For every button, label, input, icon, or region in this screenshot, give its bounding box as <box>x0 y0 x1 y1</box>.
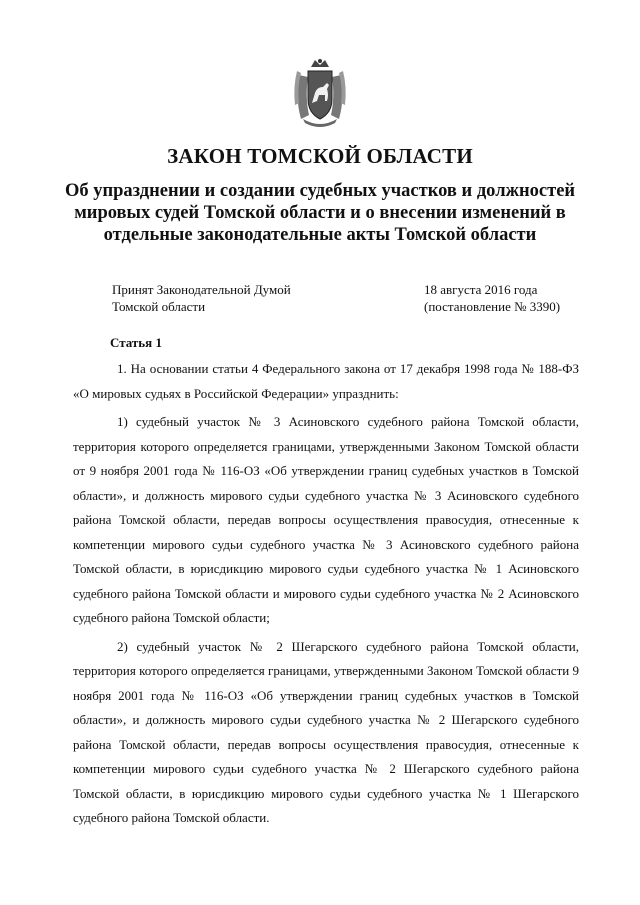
law-title: ЗАКОН ТОМСКОЙ ОБЛАСТИ <box>167 144 473 168</box>
paragraph: 2) судебный участок № 2 Шегарского судебного района Томской области, территория которого определяется границами, утвержденными Законом Томской области 9 ноября 2001 года № 116-ОЗ «Об утверждении границ судебных участков в Томской области», и должность мирового судьи судебного участка № 2 Шегарского судебного района Томской области, передав вопросы осуществления правосудия, отнесенные к компетенции мирового судьи судебного участка № 2 Шегарского судебного района Томской области, в юрисдикцию мирового судьи судебного участка № 1 Шегарского судебного района Томской области. <box>73 638 579 825</box>
article-body <box>73 357 579 831</box>
adopted-by-line: Принят Законодательной Думой <box>112 282 291 297</box>
law-subject: Об упразднении и создании судебных участков и должностей мировых судей Томской области и о внесении изменений в отдельные законодательные акты Томской области <box>64 181 576 245</box>
adopted-by <box>112 281 291 315</box>
paragraph: 1. На основании статьи 4 Федерального закона от 17 декабря 1998 года № 188-ФЗ «О мировых судьях в Российской Федерации» упразднить: <box>73 361 579 401</box>
coat-of-arms-icon <box>291 57 349 129</box>
article-heading: Статья 1 <box>110 335 162 350</box>
adoption-date-line: 18 августа 2016 года <box>424 282 538 297</box>
adoption-date <box>424 281 560 315</box>
resolution-number: (постановление № 3390) <box>424 299 561 314</box>
paragraph: 1) судебный участок № 3 Асиновского судебного района Томской области, территория которого определяется границами, утвержденными Законом Томской области от 9 ноября 2001 года № 116-ОЗ «Об утверждении границ судебных участков в Томской области», и должность мирового судьи судебного участка № 3 Асиновского судебного района Томской области, передав вопросы осуществления правосудия, отнесенные к компетенции мирового судьи судебного участка № 3 Асиновского судебного района Томской области, в юрисдикцию мирового судьи судебного участка № 1 Асиновского судебного района Томской области и мирового судьи судебного участка № 2 Асиновского судебного района Томской области; <box>73 414 579 625</box>
adopted-by-line: Томской области <box>112 299 206 314</box>
